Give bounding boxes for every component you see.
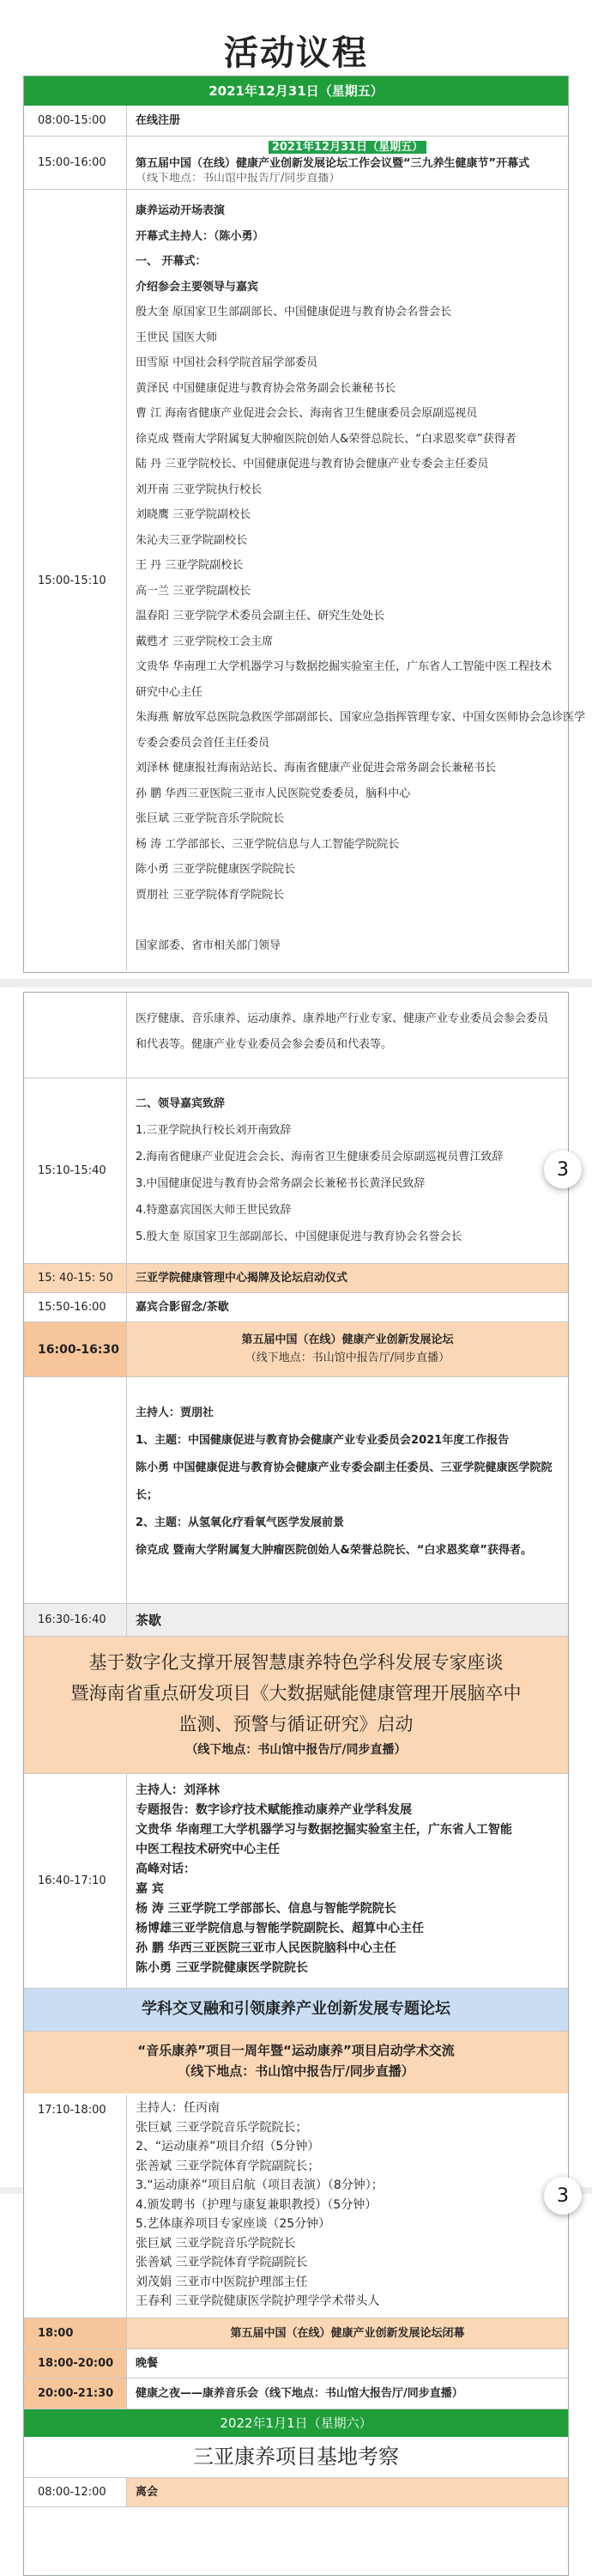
agenda-line: 主持人：任丙南: [136, 2101, 220, 2115]
day2-header: 2022年1月1日（星期六）: [24, 2409, 568, 2437]
row-text: 学科交叉融和引领康养产业创新发展专题论坛: [142, 2000, 450, 2018]
agenda-line: 陈小勇 三亚学院健康医学院院长: [136, 1961, 308, 1975]
guest-list: [127, 190, 592, 971]
agenda-line: 2、“运动康养”项目介绍（5分钟）: [136, 2140, 320, 2154]
agenda-line: 孙 鹏 华西三亚医院三亚市人民医院党委委员，脑科中心: [136, 787, 411, 800]
agenda-line: 王世民 国医大师: [136, 331, 218, 344]
row-text: 健康之夜——康养音乐会（线下地点：书山馆大报告厅/同步直播）: [136, 2387, 463, 2400]
agenda-line: 文贵华 华南理工大学机器学习与数据挖掘实验室主任，广东省人工智能中医工程技术: [136, 660, 553, 673]
agenda-line: 王春利 三亚学院健康医学院护理学学术带头人: [136, 2294, 380, 2308]
agenda-line: 徐克成 暨南大学附属复大肿瘤医院创始人&荣誉总院长、“白求恩奖章”获得者。: [136, 1544, 532, 1557]
agenda-line: 一、 开幕式：: [136, 255, 207, 268]
row-text: 晚餐: [136, 2357, 159, 2370]
row-time: 15:00-15:10: [24, 190, 127, 971]
agenda-line: 温春阳 三亚学院学术委员会副主任、研究生处处长: [136, 610, 385, 623]
agenda-line: 专委会委员会首任主任委员: [136, 736, 270, 750]
agenda-line: 陈小勇 中国健康促进与教育协会健康产业专委会副主任委员、三亚学院健康医学院院: [136, 1461, 553, 1474]
agenda-line: 4.颁发聘书（护理与康复兼职教授）（5分钟）: [136, 2197, 378, 2212]
agenda-row-registration: [24, 106, 568, 137]
agenda-line: 高峰对话：: [136, 1862, 196, 1876]
row-time: 16:40-17:10: [24, 1774, 127, 1988]
agenda-line: 朱海燕 解放军总医院急救医学部副部长、国家应急指挥管理专家、中国女医师协会急诊医学: [136, 711, 586, 724]
row-text: 离会: [127, 2478, 568, 2506]
agenda-line: 陈小勇 三亚学院健康医学院院长: [136, 863, 296, 876]
agenda-panel-3: [23, 2095, 569, 2576]
agenda-row-depart: [24, 2478, 568, 2507]
agenda-row-topic-forum: [24, 1989, 568, 2032]
row-sub: （线下地点：书山馆中报告厅/同步直播）: [136, 173, 341, 183]
agenda-line: 国家部委、省市相关部门领导: [136, 939, 281, 952]
agenda-line: 张巨斌 三亚学院音乐学院院长: [136, 812, 285, 825]
agenda-line: 2、主题：从氢氧化疗看氧气医学发展前景: [136, 1516, 345, 1529]
row-time: 16:00-16:30: [24, 1322, 127, 1376]
page-indicator-button[interactable]: 3: [544, 2177, 582, 2215]
agenda-line: 嘉 宾: [136, 1882, 164, 1896]
agenda-line: 二、领导嘉宾致辞: [136, 1097, 226, 1110]
agenda-row-symposium: [24, 1637, 568, 1774]
agenda-line: 开幕式主持人：（陈小勇）: [136, 229, 264, 243]
page-title: 活动议程: [224, 33, 368, 73]
day1-header: 2021年12月31日（星期五）: [24, 76, 568, 106]
agenda-line: 3.“运动康养”项目启航（项目表演）（8分钟）；: [136, 2178, 384, 2192]
agenda-line: 张善斌 三亚学院体育学院副院长；: [136, 2159, 320, 2173]
date-tag: 2021年12月31日（星期五）: [269, 141, 426, 154]
agenda-line: 贾朋社 三亚学院体育学院院长: [136, 888, 285, 902]
agenda-row-site-visit: [24, 2437, 568, 2478]
symposium-title-line: 监测、预警与循证研究》启动: [178, 1714, 414, 1735]
agenda-line: 4.特邀嘉宾国医大师王世民致辞: [136, 1204, 292, 1217]
row-time: 18:00: [24, 2318, 127, 2348]
agenda-line: 1、主题：中国健康促进与教育协会健康产业专业委员会2021年度工作报告: [136, 1434, 510, 1447]
agenda-row-experts: [24, 993, 568, 1078]
row-text: 第五届中国（在线）健康产业创新发展论坛闭幕: [127, 2318, 568, 2348]
row-time: 20:00-21:30: [24, 2379, 127, 2409]
agenda-line: 殷大奎 原国家卫生部副部长、中国健康促进与教育协会名誉会长: [136, 306, 452, 319]
agenda-line: 朱沁夫三亚学院副校长: [136, 533, 248, 547]
agenda-line: 高一兰 三亚学院副校长: [136, 584, 251, 598]
row-time: 16:30-16:40: [24, 1604, 127, 1636]
agenda-line: 王 丹 三亚学院副校长: [136, 559, 244, 572]
agenda-line: 介绍参会主要领导与嘉宾: [136, 280, 259, 294]
agenda-line: 刘晓鹰 三亚学院副校长: [136, 508, 251, 521]
agenda-line: 戴甦才 三亚学院校工会主席: [136, 635, 274, 648]
row-sub: （线下地点：书山馆中报告厅/同步直播）: [185, 1743, 407, 1757]
symposium-title-line: 暨海南省重点研发项目《大数据赋能健康管理开展脑卒中: [70, 1683, 522, 1704]
speech-list: [127, 1078, 568, 1263]
agenda-row-reports: [24, 1377, 568, 1604]
agenda-panel-2: [23, 992, 569, 2181]
row-text: 茶歇: [136, 1613, 162, 1628]
row-text: 嘉宾合影留念/茶歇: [136, 1301, 229, 1314]
agenda-row-photo: [24, 1293, 568, 1322]
agenda-row-dinner: [24, 2349, 568, 2379]
agenda-line: 专题报告：数字诊疗技术赋能推动康养产业学科发展: [136, 1803, 412, 1817]
agenda-panel-1: [23, 76, 586, 973]
agenda-line: 医疗健康、音乐康养、运动康养、康养地产行业专家、健康产业专业委员会参会委员: [136, 1012, 549, 1025]
row-title: 第五届中国（在线）健康产业创新发展论坛: [241, 1334, 454, 1346]
row-time: 17:10-18:00: [24, 2095, 127, 2318]
row-time: 15:10-15:40: [24, 1078, 127, 1263]
agenda-line: 刘泽林 健康报社海南站站长、海南省健康产业促进会常务副会长兼秘书长: [136, 762, 497, 775]
row-time: 18:00-20:00: [24, 2349, 127, 2378]
agenda-row-forum: [24, 1322, 568, 1377]
agenda-line: 中医工程技术研究中心主任: [136, 1843, 280, 1856]
agenda-line: 文贵华 华南理工大学机器学习与数据挖掘实验室主任，广东省人工智能: [136, 1823, 512, 1837]
agenda-line: 陆 丹 三亚学院校长、中国健康促进与教育协会健康产业专委会主任委员: [136, 458, 489, 471]
agenda-line: 5.殷大奎 原国家卫生部副部长、中国健康促进与教育协会名誉会长: [136, 1230, 462, 1243]
symposium-title-line: 基于数字化支撑开展智慧康养特色学科发展专家座谈: [88, 1652, 504, 1673]
dialogue-list: [127, 1774, 568, 1988]
row-text: 在线注册: [136, 114, 181, 127]
agenda-row-concert: [24, 2379, 568, 2409]
agenda-row-opening: [24, 137, 568, 190]
agenda-line: 康养运动开场表演: [136, 204, 226, 217]
row-text: 三亚康养项目基地考察: [193, 2445, 399, 2469]
row-time: 15:50-16:00: [24, 1293, 127, 1321]
agenda-line: 孙 鹏 华西三亚医院三亚市人民医院脑科中心主任: [136, 1941, 396, 1955]
agenda-row-music-session: [24, 2095, 568, 2318]
agenda-row-guests: [24, 190, 586, 971]
agenda-line: 3.中国健康促进与教育协会常务副会长兼秘书长黄泽民致辞: [136, 1177, 426, 1190]
music-session-list: [127, 2095, 568, 2318]
page-indicator-button[interactable]: 3: [544, 1151, 582, 1188]
row-sub: （线下地点：书山馆中报告厅/同步直播）: [245, 1352, 450, 1364]
agenda-line: 杨博雄三亚学院信息与智能学院副院长、超算中心主任: [136, 1922, 424, 1935]
agenda-row-music-project: [24, 2032, 568, 2093]
agenda-line: 张巨斌 三亚学院音乐学院院长；: [136, 2120, 308, 2135]
agenda-line: 长；: [136, 1489, 159, 1502]
row-text: 三亚学院健康管理中心揭牌及论坛启动仪式: [136, 1272, 348, 1285]
agenda-line: 张善斌 三亚学院体育学院副院长: [136, 2256, 308, 2269]
agenda-line: 徐克成 暨南大学附属复大肿瘤医院创始人&荣誉总院长、“白求恩奖章”获得者: [136, 432, 516, 446]
agenda-line: 曹 江 海南省健康产业促进会会长、海南省卫生健康委员会原副巡视员: [136, 407, 478, 420]
agenda-row-dialogue: [24, 1774, 568, 1989]
agenda-line: 主持人：贾朋社: [136, 1406, 214, 1419]
agenda-line: 刘开南 三亚学院执行校长: [136, 483, 263, 496]
section-divider: [0, 979, 592, 987]
experts-text: [127, 993, 568, 1078]
agenda-line: 1.三亚学院执行校长刘开南致辞: [136, 1124, 292, 1137]
row-time: 15:00-16:00: [24, 137, 127, 189]
row-title: “音乐康养”项目一周年暨“运动康养”项目启动学术交流: [137, 2043, 455, 2058]
agenda-line: 2.海南省健康产业促进会会长、海南省卫生健康委员会原副巡视员曹江致辞: [136, 1151, 504, 1163]
row-time: 08:00-15:00: [24, 106, 127, 136]
row-time: 08:00-12:00: [24, 2478, 127, 2506]
row-title: 第五届中国（在线）健康产业创新发展论坛工作会议暨“三九养生健康节”开幕式: [136, 157, 530, 170]
agenda-line: [136, 908, 585, 933]
agenda-row-tea: [24, 1604, 568, 1637]
agenda-row-closing: [24, 2318, 568, 2349]
agenda-line: 刘茂娟 三亚市中医院护理部主任: [136, 2275, 308, 2289]
agenda-line: 研究中心主任: [136, 685, 203, 699]
agenda-line: 黄泽民 中国健康促进与教育协会常务副会长兼秘书长: [136, 381, 396, 395]
agenda-row-ceremony: [24, 1264, 568, 1293]
agenda-line: 杨 涛 工学部部长、三亚学院信息与人工智能学院院长: [136, 837, 400, 851]
agenda-row-speeches: [24, 1078, 568, 1264]
row-time: 15: 40-15: 50: [24, 1264, 127, 1292]
agenda-line: 主持人：刘泽林: [136, 1783, 220, 1797]
agenda-line: 张巨斌 三亚学院音乐学院院长: [136, 2236, 296, 2251]
agenda-line: 杨 涛 三亚学院工学部部长、信息与智能学院院长: [136, 1902, 396, 1916]
agenda-line: 5.艺体康养项目专家座谈（25分钟）: [136, 2217, 331, 2231]
row-sub: （线下地点：书山馆中报告厅/同步直播）: [178, 2063, 414, 2079]
agenda-line: 田雪原 中国社会科学院首届学部委员: [136, 356, 318, 369]
report-list: [127, 1377, 568, 1603]
agenda-line: 和代表等。健康产业专业委员会参会委员和代表等。: [136, 1038, 393, 1051]
